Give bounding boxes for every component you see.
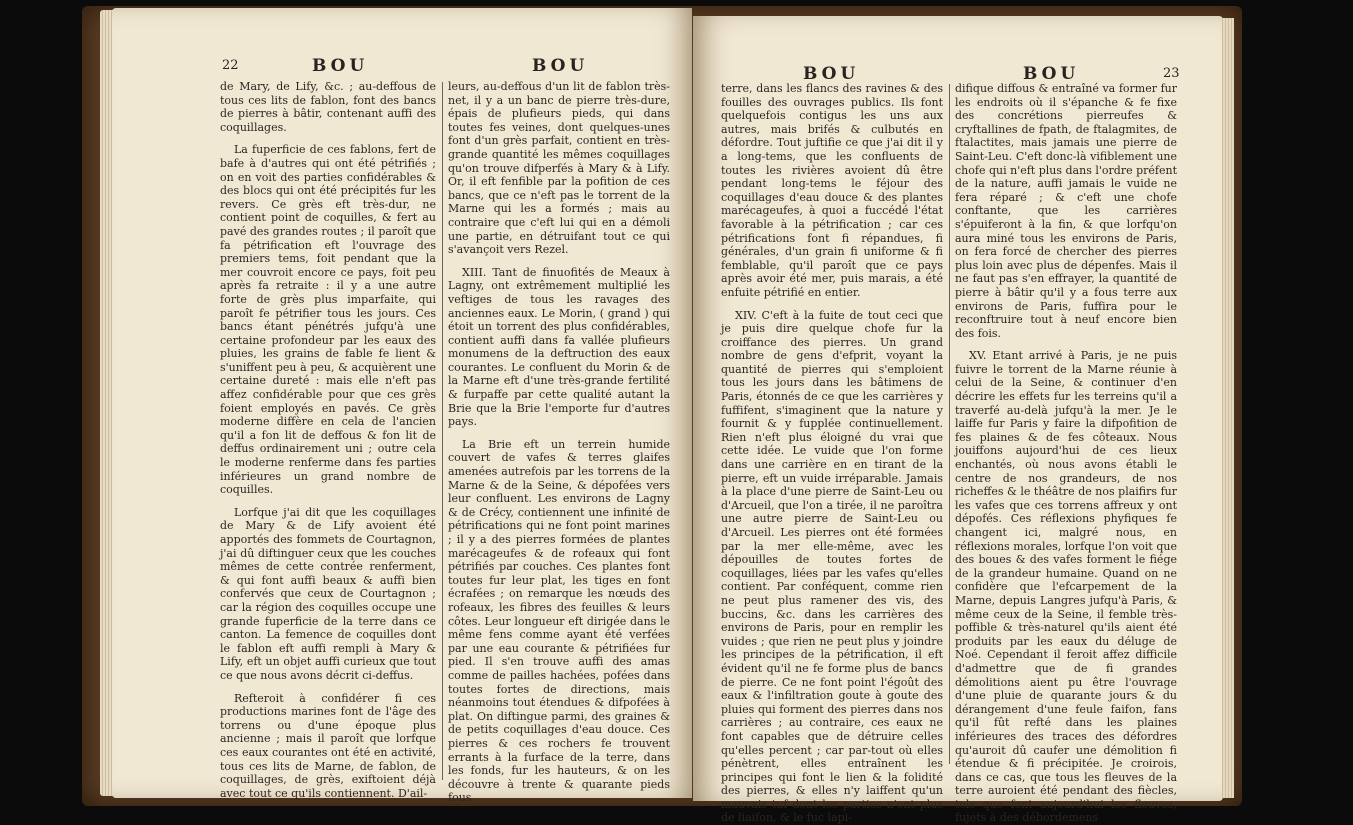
text-column-right [448, 80, 670, 790]
page-number-left: 22 [222, 58, 239, 73]
paragraph: Lorfque j'ai dit que les coquillages de Mary & de Lify avoient été apportés des fommets de Courtagnon, j'ai dû diftinguer ceux que les couches mêmes de cette contrée renferment, & qui font auffi beaux & auffi bien confervés que ceux de Courtagnon ; car la région des coquilles occupe une grande fuperficie de la terre dans ce canton. La femence de coquilles dont le fablon eft auffi rempli à Mary & Lify, eft un objet auffi curieux que tout ce que nous avons décrit ci-deffus. [220, 506, 436, 683]
paragraph: XIV. C'eft à la fuite de tout ceci que je puis dire quelque chofe fur la croiffance des pierres. Un grand nombre de gens d'efprit, voyant la quantité de pierres qui s'emploient tous les jours dans les bâtimens de Paris, étonnés de ce que les carrières y fuffifent, s'imaginent que la nature y fournit & y fupplée continuellement. Rien n'eft plus éloigné du vrai que cette idée. Le vuide que l'on forme dans une carrière en en tirant de la pierre, eft un vuide irréparable. Jamais à la place d'une pierre de Saint-Leu ou d'Arcueil, que l'on a tirée, il ne paroîtra une autre pierre de Saint-Leu ou d'Arcueil. Les pierres ont été formées par la mer elle-même, avec les dépouilles de toutes fortes de coquillages, liées par les vafes qu'elles contient. Par conféquent, comme rien ne peut plus ramener des vis, des buccins, &c. dans les carrières des environs de Paris, pour en remplir les vuides ; que rien ne peut plus y joindre les principes de la pétrification, il eft évident qu'il ne fe forme plus de bancs de pierre. Ce ne font point l'égoût des eaux & l'infiltration goute à goute des pluies qui forment des pierres dans nos carrières ; au contraire, ces eaux ne font capables que de détruire celles qu'elles percent ; car par-tout où elles pénètrent, elles entraînent les principes qui font le lien & la folidité des pierres, & elles n'y laiffent qu'un mauvais tuf dont les parties n'ont plus de liaifon, & le fuc lapi- [721, 309, 943, 825]
page-edges-right [1222, 18, 1234, 798]
left-page [112, 8, 692, 798]
running-head: BOU [532, 56, 588, 76]
paragraph: La Brie eft un terrein humide couvert de vafes & terres glaifes amenées autrefois par les torrens de la Marne & de la Seine, & dépofées vers leur confluent. Les environs de Lagny & de Crécy, contiennent une infinité de pétrifications qui ne font point marines ; il y a des pierres formées de plantes marécageufes & de rofeaux qui font pétrifiés par couches. Ces plantes font toutes fur leur plat, les tiges en font écrafées ; on remarque les nœuds des rofeaux, les fibres des feuilles & leurs côtes. Leur longueur eft dirigée dans le même fens comme ayant été verfées par une eau courante & pétrifiées fur pied. Il s'en trouve auffi des amas comme de pailles hachées, pofées dans toutes fortes de directions, mais néanmoins tout étendues & difpofées à plat. On diftingue parmi, des graines & de petits coquillages d'eau douce. Ces pierres & ces rochers fe trouvent errants à la furface de la terre, dans les fonds, fur les hauteurs, & on les découvre à trente & quarante pieds fous [448, 438, 670, 805]
paragraph: leurs, au-deffous d'un lit de fablon très-net, il y a un banc de pierre très-dure, épais de plufieurs pieds, qui dans toutes fes veines, dont quelques-unes font d'un grès parfait, contient en très-grande quantité les mêmes coquillages qu'on trouve difperfés à Mary & à Lify. Or, il eft fenfible par la pofition de ces bancs, que ce n'eft pas le torrent de la Marne qui les a formés ; mais au contraire que c'eft lui qui en a démoli une partie, en détruifant tout ce qui s'avançoit vers Rezel. [448, 80, 670, 257]
running-head: BOU [1023, 64, 1079, 84]
text-column-right [955, 82, 1177, 792]
column-rule [442, 82, 443, 780]
column-rule [949, 84, 950, 764]
running-head: BOU [312, 56, 368, 76]
paragraph: difique diffous & entraîné va former fur les endroits où il s'épanche & fe fixe des concrétions pierreufes & cryftallines de fpath, de ftalagmites, de ftalactites, mais jamais une pierre de Saint-Leu. C'eft donc-là vifiblement une chofe qui n'eft plus dans l'ordre préfent de la nature, auffi jamais le vuide ne fera réparé ; & c'eft une chofe conftante, que les carrières s'épuiferont à la fin, & que lorfqu'on aura miné tous les environs de Paris, on fera forcé de chercher des pierres plus loin avec plus de dépenfes. Mais il ne faut pas s'en effrayer, la quantité de pierre à bâtir qu'il y a fous terre aux environs de Paris, fuffira pour le reconftruire tout à neuf encore bien des fois. [955, 82, 1177, 340]
paragraph: de Mary, de Lify, &c. ; au-deffous de tous ces lits de fablon, font des bancs de pierres à bâtir, contenant auffi des coquillages. [220, 80, 436, 134]
paragraph: La fuperficie de ces fablons, fert de bafe à d'autres qui ont été pétrifiés ; on en voit des parties confidérables & des blocs qui ont été précipités fur les revers. Ce grès eft très-dur, ne contient point de coquilles, & fert au pavé des grandes routes ; il paroît que fa pétrification eft l'ouvrage des premiers tems, foit pendant que la mer couvroit encore ce pays, foit peu après fa retraite : il y a une autre forte de grès plus imparfaite, qui paroît fe pétrifier tous les jours. Ces bancs étant pénétrés jufqu'à une certaine profondeur par les eaux des pluies, les grains de fable fe lient & s'uniffent peu à peu, & acquièrent une certaine dureté : mais elle n'eft pas affez confidérable pour que ces grès foient employés en pavés. Ce grès moderne diffère en cela de l'ancien qu'il a fon lit de deffous & fon lit de deffus ordinairement uni ; outre cela le moderne renferme dans fes parties inférieures un grand nombre de coquilles. [220, 143, 436, 496]
right-page [693, 16, 1223, 801]
paragraph: XIII. Tant de finuofités de Meaux à Lagny, ont extrêmement multiplié les veftiges de tous les ravages des anciennes eaux. Le Morin, ( grand ) qui étoit un torrent des plus confidérables, contient auffi dans fa vallée plufieurs monumens de la deftruction des eaux courantes. Le confluent du Morin & de la Marne eft d'une très-grande fertilité & furpaffe par cette qualité autant la Brie que la Brie l'emporte fur d'autres pays. [448, 266, 670, 429]
paragraph: XV. Etant arrivé à Paris, je ne puis fuivre le torrent de la Marne réunie à celui de la Seine, & continuer d'en décrire les effets fur les terreins qu'il a traverfé au-delà jufqu'à la mer. Je le laiffe fur Paris y faire la difpofition de fes plaines & de fes côteaux. Nous jouiffons aujourd'hui de ces lieux enchantés, où nous avons établi le centre de nos grandeurs, de nos richeffes & le théâtre de nos plaifirs fur les vafes que ces torrens affreux y ont dépofés. Ces réflexions phyfiques fe changent ici, malgré nous, en réflexions morales, lorfque l'on voit que des boues & des vafes forment le fiége de la grandeur humaine. Quand on ne confidère que l'efcarpement de la Marne, depuis Langres jufqu'à Paris, & même ceux de la Seine, il femble très-poffible & très-naturel qu'ils aient été produits par les eaux du déluge de Noé. Cependant il feroit affez difficile d'admettre que de fi grandes démolitions aient pu être l'ouvrage d'une pluie de quarante jours & du dérangement d'une feule faifon, fans qu'il fût refté dans les plaines inférieures des traces des défordres qu'auroit dû caufer une démolition fi étendue & fi précipitée. Je croirois, dans ce cas, que tous les fleuves de la terre auroient été pendant des fiècles, tels que font aujourd'hui les fleuves, fujets à des débordemens [955, 349, 1177, 825]
paragraph: terre, dans les flancs des ravines & des fouilles des ouvrages publics. Ils font quelquefois contigus les uns aux autres, mais brifés & culbutés en défordre. Tout juftifie ce que j'ai dit il y a long-tems, que les confluents de toutes les rivières avoient dû être pendant long-tems le féjour des coquillages d'eau douce & des plantes marécageufes, à quoi a fuccédé l'état favorable à la pétrification ; car ces pétrifications font fi répandues, fi générales, d'un grain fi uniforme & fi femblable, qu'il paroît que ce pays après avoir été mer, puis marais, a été enfuite pétrifié en entier. [721, 82, 943, 300]
text-column-left [721, 82, 943, 792]
page-number-right: 23 [1163, 66, 1180, 81]
text-column-left [220, 80, 436, 790]
paragraph: Refteroit à confidérer fi ces productions marines font de l'âge des torrens ou d'une époque plus ancienne ; mais il paroît que lorfque ces eaux courantes ont été en activité, tous ces lits de Marne, de fablon, de coquillages, de grès, exiftoient déjà avec tout ce qu'ils contiennent. D'ail- [220, 692, 436, 801]
running-head: BOU [803, 64, 859, 84]
